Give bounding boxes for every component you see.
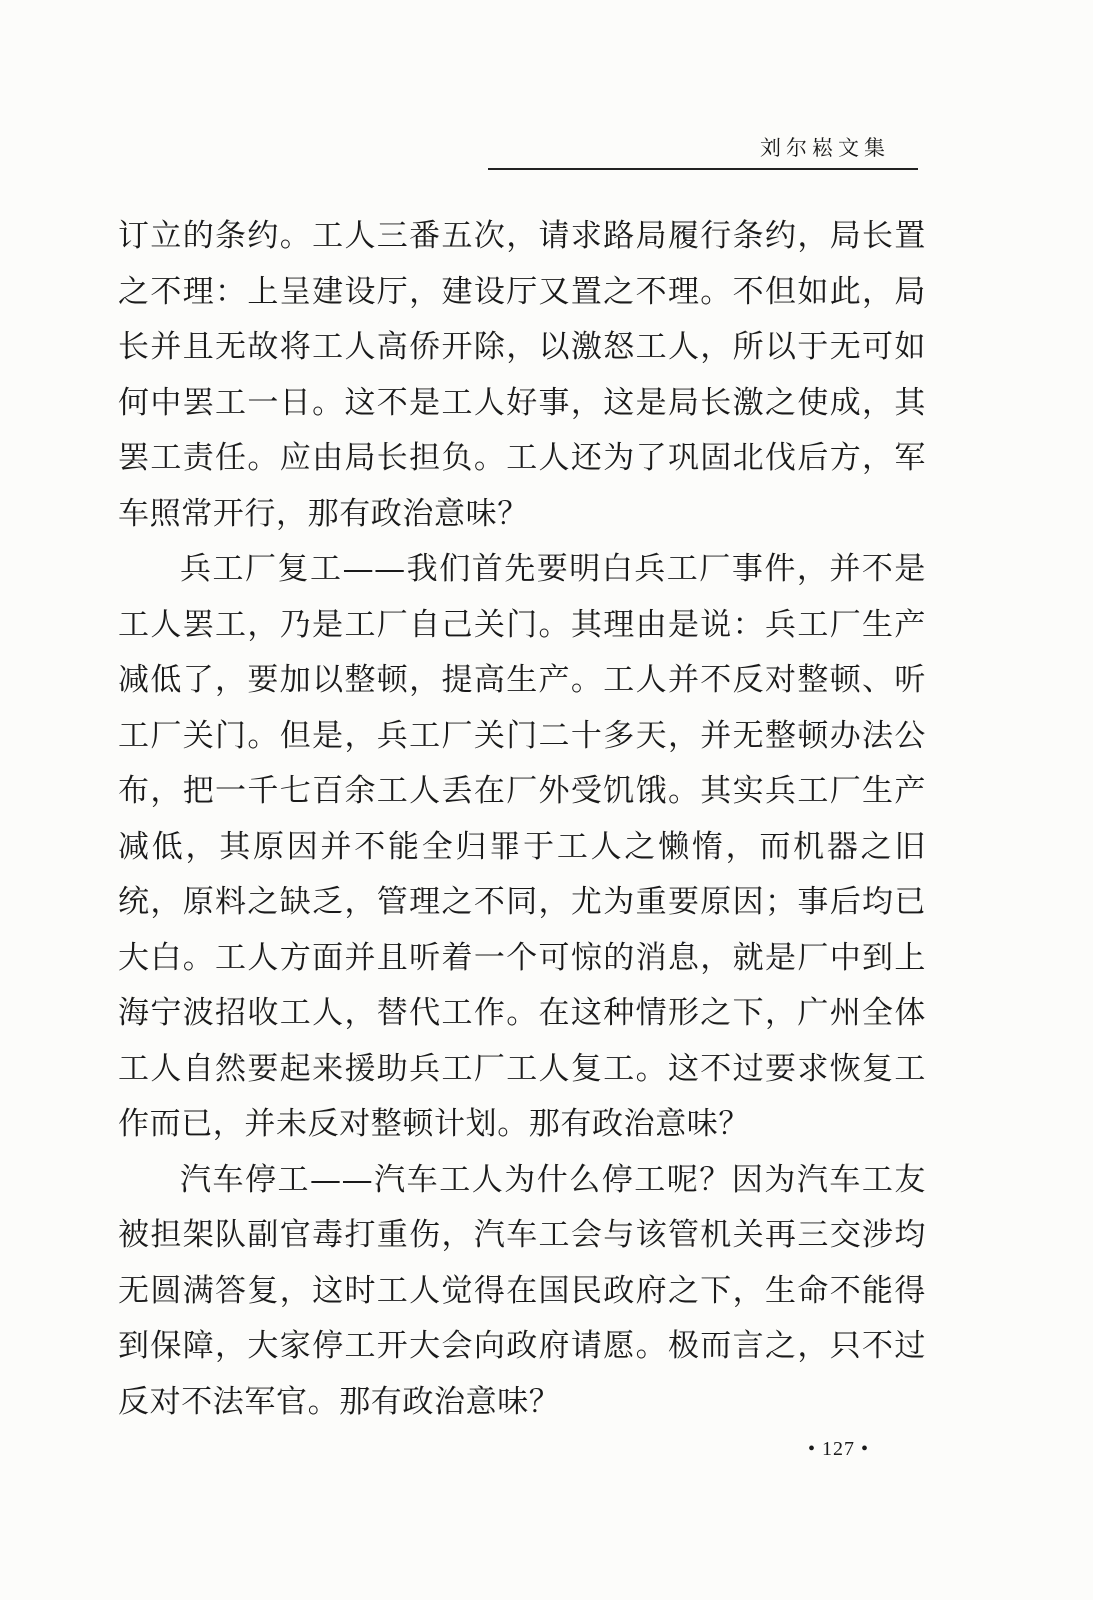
running-head [488, 128, 918, 170]
page-number: • 127 • [808, 1438, 870, 1460]
paragraph-vehicle-stoppage: 汽车停工——汽车工人为什么停工呢？因为汽车工友被担架队副官毒打重伤，汽车工会与该管机关再三交涉均无圆满答复，这时工人觉得在国民政府之下，生命不能得到保障，大家停工开大会向政府请愿。极而言之，只不过反对不法军官。那有政治意味？ [118, 1161, 926, 1420]
paragraph-railway-strike: 订立的条约。工人三番五次，请求路局履行条约，局长置之不理：上呈建设厅，建设厅又置之不理。不但如此，局长并且无故将工人高侨开除，以激怒工人，所以于无可如何中罢工一日。这不是工人好事，这是局长激之使成，其罢工责任。应由局长担负。工人还为了巩固北伐后方，军车照常开行，那有政治意味？ [118, 218, 926, 532]
paragraph-arsenal-resumption: 兵工厂复工——我们首先要明白兵工厂事件，并不是工人罢工，乃是工厂自己关门。其理由是说：兵工厂生产减低了，要加以整顿，提高生产。工人并不反对整顿、听工厂关门。但是，兵工厂关门二十多天，并无整顿办法公布，把一千七百余工人丢在厂外受饥饿。其实兵工厂生产减低，其原因并不能全归罪于工人之懒惰，而机器之旧统，原料之缺乏，管理之不同，尤为重要原因；事后均已大白。工人方面并且听着一个可惊的消息，就是厂中到上海宁波招收工人，替代工作。在这种情形之下，广州全体工人自然要起来援助兵工厂工人复工。这不过要求恢复工作而已，并未反对整顿计划。那有政治意味？ [118, 551, 926, 1142]
running-head-title: 刘尔崧文集 [760, 136, 890, 160]
body-text [118, 209, 926, 1430]
